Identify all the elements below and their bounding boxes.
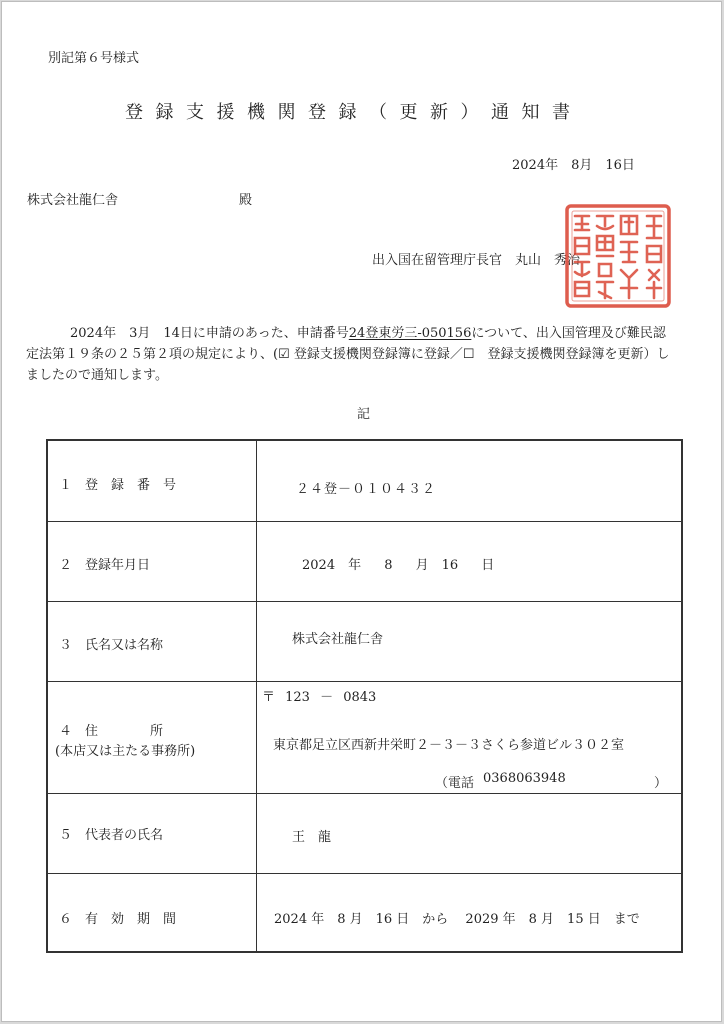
table-row-registration-date — [48, 521, 681, 602]
row-label: ２ 登録年月日 — [59, 558, 151, 573]
document-page — [1, 1, 722, 1022]
issuer-name: 出入国在留管理庁長官 丸山 秀治 — [372, 253, 581, 268]
row-value: 2024 年 8 月 16 日 から 2029 年 8 月 15 日 まで — [274, 912, 640, 927]
row-value: ２４登－０１０４３２ — [296, 482, 437, 497]
row-label: ５ 代表者の氏名 — [59, 828, 164, 843]
body-part1: 2024年 3月 14日に申請のあった、申請番号 — [70, 326, 349, 341]
address-value: 東京都足立区西新井栄町２－３－３さくら参道ビル３０２室 — [273, 738, 625, 753]
phone-close: ） — [654, 776, 668, 791]
body-part2: について、出入国管理及び難民認定法第１９条の２５第２項の規定により、(☑ 登録支援機関登録簿に登録／☐ 登録支援機関登録簿を更新）しましたので通知します。 — [26, 326, 670, 383]
phone-number: 0368063948 — [483, 771, 566, 786]
row-label: ６ 有 効 期 間 — [59, 912, 177, 927]
document-title: 登録支援機関登録（更新）通知書 — [125, 102, 583, 123]
form-number: 別記第６号様式 — [48, 51, 140, 66]
notice-body — [26, 323, 676, 386]
table-row-name — [48, 601, 681, 682]
table-row-registration-number — [48, 441, 681, 521]
registration-table — [46, 439, 683, 953]
table-row-address — [48, 681, 681, 794]
issue-date: 2024年 8月 16日 — [512, 158, 635, 173]
table-row-representative — [48, 793, 681, 874]
application-number: 24登東労三-050156 — [348, 326, 472, 341]
row-label: １ 登 録 番 号 — [59, 478, 177, 493]
row-value: 王 龍 — [292, 830, 332, 845]
addressee-name: 株式会社龍仁舎 — [27, 193, 119, 208]
phone-open: （電話 — [435, 776, 475, 791]
row-label: ３ 氏名又は名称 — [59, 638, 164, 653]
row-value: 2024 年 8 月 16 日 — [302, 558, 495, 573]
row-label: ４ 住 所 — [59, 724, 164, 739]
row-value: 株式会社龍仁舎 — [292, 632, 384, 647]
ki-heading: 記 — [357, 407, 371, 422]
table-row-validity — [48, 873, 681, 952]
addressee-honorific: 殿 — [239, 193, 253, 208]
official-seal — [563, 202, 673, 310]
row-label-sub: (本店又は主たる事務所) — [55, 744, 196, 759]
postal-code: 〒 123 － 0843 — [262, 690, 377, 705]
